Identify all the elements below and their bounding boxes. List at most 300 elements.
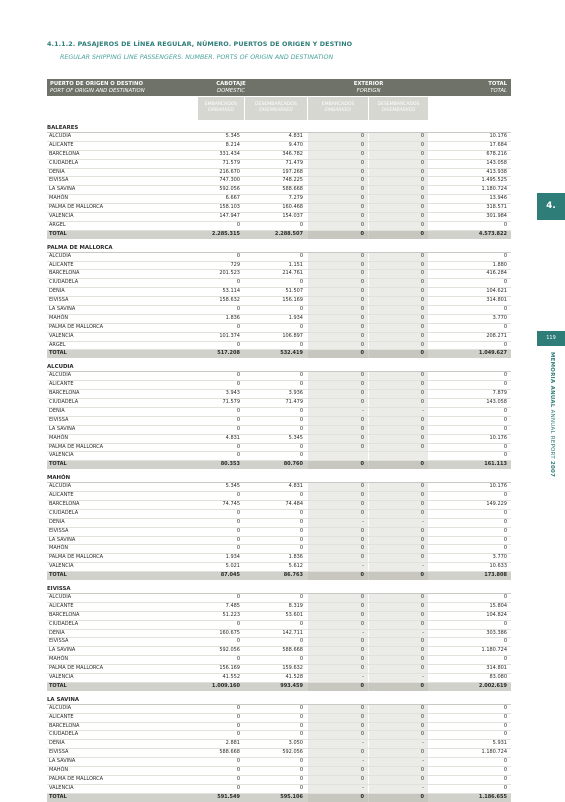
value-cell: 4.573.822: [478, 230, 507, 237]
value-cell: 0: [308, 612, 368, 620]
value-cell: -: [308, 408, 368, 416]
value-cell: 2.288.507: [274, 230, 303, 237]
table-row: [47, 723, 511, 732]
value-cell: 0: [308, 444, 368, 452]
value-cell: 0: [503, 638, 507, 645]
value-cell: 0: [308, 647, 368, 655]
port-column-label-en: PORT OF ORIGIN AND DESTINATION: [50, 87, 145, 94]
section-title: PALMA DE MALLORCA: [47, 245, 511, 253]
value-cell: -: [369, 563, 428, 571]
value-cell: 0: [308, 381, 368, 389]
value-cell: 53.114: [222, 288, 240, 295]
value-cell: 0: [369, 231, 428, 239]
table-row: [47, 452, 511, 461]
chapter-tab: 4.: [537, 193, 565, 220]
value-cell: 0: [369, 612, 428, 620]
report-year: 2007: [549, 460, 555, 478]
port-cell: ALICANTE: [49, 381, 74, 388]
value-cell: 0: [503, 252, 507, 259]
port-cell: LA SAVINA: [49, 425, 76, 432]
value-cell: 0: [308, 306, 368, 314]
value-cell: 314.801: [486, 297, 507, 304]
value-cell: -: [308, 563, 368, 571]
table-row: [47, 288, 511, 297]
value-cell: 0: [236, 638, 240, 645]
value-cell: 3.936: [288, 390, 303, 397]
value-cell: 156.169: [219, 665, 240, 672]
table-header: [47, 79, 511, 96]
table-row: [47, 749, 511, 758]
value-cell: 0: [503, 767, 507, 773]
value-cell: 1.180.724: [481, 186, 507, 193]
value-cell: 0: [369, 151, 428, 159]
value-cell: 17.684: [489, 141, 507, 148]
port-cell: ALCUDIA: [49, 483, 72, 490]
value-cell: 0: [369, 253, 428, 261]
value-cell: 0: [236, 775, 240, 782]
table-row: [47, 603, 511, 612]
value-cell: 6.667: [225, 195, 240, 202]
value-cell: 0: [369, 333, 428, 341]
domestic-column-label: CABOTAJE: [216, 80, 246, 87]
table-row: [47, 195, 511, 204]
value-cell: 13.946: [489, 195, 507, 202]
total-column-label: TOTAL: [488, 80, 507, 87]
value-cell: 0: [308, 537, 368, 545]
value-cell: 0: [308, 204, 368, 212]
value-cell: 41.552: [222, 673, 240, 680]
table-row: [47, 714, 511, 723]
value-cell: 0: [299, 443, 303, 450]
total-row: [47, 231, 511, 239]
value-cell: 80.353: [220, 461, 240, 468]
value-cell: 0: [503, 722, 507, 729]
value-cell: 0: [308, 554, 368, 562]
port-cell: ALCUDIA: [49, 133, 72, 139]
value-cell: 0: [299, 407, 303, 414]
table-row: [47, 342, 511, 351]
value-cell: 1.934: [288, 314, 303, 321]
disembarked-label: DESEMBARCADOS: [377, 102, 420, 107]
value-cell: 158.632: [219, 297, 240, 304]
value-cell: 0: [369, 222, 428, 230]
port-cell: EIVISSA: [49, 527, 69, 534]
port-cell: PALMA DE MALLORCA: [49, 775, 104, 782]
report-label: [546, 352, 556, 512]
report-label-text: [549, 352, 555, 477]
value-cell: 0: [369, 142, 428, 150]
port-cell: VALENCIA: [49, 213, 74, 220]
table-row: [47, 528, 511, 537]
value-cell: 0: [503, 341, 507, 348]
value-cell: 1.836: [288, 554, 303, 561]
value-cell: 0: [369, 213, 428, 221]
port-cell: MAHÓN: [49, 314, 69, 321]
value-cell: 161.113: [484, 461, 507, 468]
table-row: [47, 630, 511, 639]
port-cell: MAHÓN: [49, 434, 69, 441]
value-cell: 0: [369, 435, 428, 443]
value-cell: 0: [369, 279, 428, 287]
value-cell: 104.824: [486, 611, 507, 618]
port-cell: BARCELONA: [49, 611, 80, 618]
value-cell: 0: [369, 603, 428, 611]
domestic-disembarked-header: [245, 97, 307, 120]
port-cell: DENIA: [49, 518, 65, 525]
foreign-embarked-header: [308, 97, 368, 120]
value-cell: 0: [236, 518, 240, 525]
value-cell: 0: [308, 390, 368, 398]
value-cell: 0: [369, 288, 428, 296]
port-cell: TOTAL: [49, 682, 67, 689]
value-cell: 0: [308, 213, 368, 221]
value-cell: 0: [369, 545, 428, 553]
embarked-label-en: EMBARKED: [325, 108, 351, 113]
value-cell: 0: [503, 518, 507, 525]
value-cell: 0: [299, 656, 303, 663]
value-cell: 0: [308, 288, 368, 296]
table-subtitle: REGULAR SHIPPING LINE PASSENGERS. NUMBER. PORTS OF ORIGIN AND DESTINATION: [60, 54, 334, 61]
table-row: [47, 324, 511, 333]
value-cell: 0: [308, 767, 368, 775]
value-cell: 5.345: [225, 483, 240, 490]
value-cell: -: [369, 674, 428, 682]
value-cell: 0: [236, 536, 240, 543]
value-cell: 15.804: [489, 602, 507, 609]
value-cell: 0: [299, 545, 303, 552]
value-cell: 993.459: [280, 682, 303, 689]
value-cell: 0: [308, 794, 368, 802]
foreign-column-label: EXTERIOR: [353, 80, 384, 87]
table-row: [47, 501, 511, 510]
value-cell: 104.621: [486, 288, 507, 295]
value-cell: 0: [299, 722, 303, 729]
table-title-text: PASAJEROS DE LÍNEA REGULAR, NÚMERO. PUERTOS DE ORIGEN Y DESTINO: [77, 40, 353, 48]
value-cell: -: [369, 740, 428, 748]
port-cell: DENIA: [49, 407, 65, 414]
value-cell: 0: [236, 784, 240, 791]
table-row: [47, 554, 511, 563]
table-row: [47, 492, 511, 501]
value-cell: 1.151: [288, 261, 303, 268]
value-cell: 591.549: [217, 793, 240, 800]
value-cell: 0: [299, 416, 303, 423]
value-cell: 0: [308, 177, 368, 185]
value-cell: 0: [503, 279, 507, 286]
value-cell: 0: [236, 416, 240, 423]
port-cell: BARCELONA: [49, 500, 80, 507]
value-cell: 1.049.627: [478, 350, 507, 357]
table-row: [47, 133, 511, 142]
port-cell: CIUDADELA: [49, 509, 79, 516]
table-row: [47, 222, 511, 231]
value-cell: 0: [308, 222, 368, 230]
value-cell: 0: [236, 731, 240, 738]
value-cell: 106.897: [282, 332, 303, 339]
value-cell: 0: [308, 142, 368, 150]
value-cell: 0: [503, 731, 507, 738]
value-cell: 0: [369, 794, 428, 802]
value-cell: 346.782: [282, 150, 303, 157]
value-cell: 0: [308, 572, 368, 580]
value-cell: 173.808: [484, 572, 507, 579]
table-row: [47, 186, 511, 195]
value-cell: 3.770: [492, 554, 507, 561]
port-cell: ALICANTE: [49, 713, 74, 720]
foreign-column-header: [308, 79, 429, 96]
port-cell: LA SAVINA: [49, 647, 76, 654]
page-number: 119: [537, 331, 565, 346]
port-column-header: [50, 79, 170, 96]
table-row: [47, 426, 511, 435]
value-cell: 0: [308, 501, 368, 509]
value-cell: 0: [369, 776, 428, 784]
value-cell: 0: [299, 372, 303, 379]
table-row: [47, 390, 511, 399]
value-cell: 0: [299, 638, 303, 645]
value-cell: 41.528: [285, 673, 303, 680]
table-row: [47, 142, 511, 151]
value-cell: 0: [369, 270, 428, 278]
value-cell: 0: [308, 160, 368, 168]
disembarked-label-en: DISEMBARKED: [381, 108, 416, 113]
table-row: [47, 372, 511, 381]
table-row: [47, 381, 511, 390]
value-cell: 0: [236, 443, 240, 450]
value-cell: -: [308, 674, 368, 682]
port-cell: MAHÓN: [49, 195, 69, 202]
value-cell: 1.934: [225, 554, 240, 561]
value-cell: 0: [308, 279, 368, 287]
annual-report-label: ANNUAL REPORT: [549, 407, 555, 461]
value-cell: 0: [503, 416, 507, 423]
value-cell: 0: [369, 749, 428, 757]
value-cell: 0: [369, 324, 428, 332]
port-cell: DENIA: [49, 629, 65, 636]
value-cell: 0: [299, 784, 303, 791]
value-cell: 71.579: [222, 399, 240, 406]
value-cell: 0: [369, 399, 428, 407]
value-cell: 0: [308, 195, 368, 203]
value-cell: 10.176: [489, 434, 507, 441]
total-row: [47, 350, 511, 358]
value-cell: -: [369, 408, 428, 416]
port-cell: TOTAL: [49, 230, 67, 237]
value-cell: 154.037: [282, 213, 303, 220]
section-title: EIVISSA: [47, 586, 511, 594]
value-cell: 0: [369, 315, 428, 323]
value-cell: 8.319: [288, 602, 303, 609]
value-cell: 201.523: [219, 270, 240, 277]
value-cell: 301.984: [486, 213, 507, 220]
value-cell: 142.711: [282, 629, 303, 636]
value-cell: 214.761: [282, 270, 303, 277]
value-cell: 143.058: [486, 159, 507, 166]
table-row: [47, 399, 511, 408]
table-row: [47, 776, 511, 785]
value-cell: 71.479: [285, 159, 303, 166]
value-cell: 1.880: [492, 261, 507, 268]
passenger-table: [47, 121, 511, 802]
domestic-embarked-header: [198, 97, 244, 120]
value-cell: 0: [308, 594, 368, 602]
value-cell: 80.760: [283, 461, 303, 468]
value-cell: 0: [299, 221, 303, 228]
value-cell: 0: [503, 452, 507, 459]
value-cell: 0: [503, 407, 507, 414]
value-cell: 0: [236, 509, 240, 516]
value-cell: 0: [236, 545, 240, 552]
value-cell: 0: [308, 638, 368, 646]
value-cell: 0: [299, 536, 303, 543]
value-cell: 0: [503, 443, 507, 450]
value-cell: [308, 452, 368, 460]
table-row: [47, 297, 511, 306]
port-cell: TOTAL: [49, 572, 67, 579]
value-cell: 0: [503, 775, 507, 782]
value-cell: 10.633: [489, 563, 507, 570]
value-cell: 159.632: [282, 665, 303, 672]
table-row: [47, 740, 511, 749]
value-cell: 0: [308, 133, 368, 141]
value-cell: 416.284: [486, 270, 507, 277]
table-row: [47, 537, 511, 546]
table-row: [47, 665, 511, 674]
value-cell: 0: [236, 341, 240, 348]
value-cell: 0: [308, 656, 368, 664]
value-cell: 1.180.724: [481, 647, 507, 654]
value-cell: 8.214: [225, 141, 240, 148]
port-cell: DENIA: [49, 168, 65, 175]
value-cell: 0: [369, 195, 428, 203]
port-cell: MAHÓN: [49, 545, 69, 552]
value-cell: 3.943: [225, 390, 240, 397]
value-cell: 0: [236, 492, 240, 499]
value-cell: 0: [369, 461, 428, 469]
table-row: [47, 333, 511, 342]
port-cell: CIUDADELA: [49, 731, 79, 738]
value-cell: 729: [230, 261, 240, 268]
value-cell: -: [369, 630, 428, 638]
value-cell: 0: [369, 656, 428, 664]
value-cell: 0: [308, 665, 368, 673]
table-row: [47, 594, 511, 603]
port-column-label: PUERTO DE ORIGEN O DESTINO: [50, 80, 143, 87]
port-cell: EIVISSA: [49, 177, 69, 184]
value-cell: 0: [369, 638, 428, 646]
value-cell: 0: [369, 594, 428, 602]
total-row: [47, 683, 511, 691]
value-cell: 0: [308, 723, 368, 731]
value-cell: -: [308, 630, 368, 638]
table-row: [47, 435, 511, 444]
value-cell: 2.881: [225, 740, 240, 747]
value-cell: 747.300: [219, 177, 240, 184]
value-cell: 0: [308, 461, 368, 469]
value-cell: 0: [369, 444, 428, 452]
value-cell: 0: [369, 204, 428, 212]
value-cell: 0: [503, 704, 507, 711]
value-cell: 4.831: [288, 133, 303, 139]
value-cell: 0: [503, 545, 507, 552]
value-cell: 0: [308, 435, 368, 443]
value-cell: 0: [369, 297, 428, 305]
port-cell: PALMA DE MALLORCA: [49, 204, 104, 211]
table-row: [47, 151, 511, 160]
value-cell: 0: [503, 593, 507, 600]
value-cell: 0: [503, 758, 507, 765]
value-cell: [369, 452, 428, 460]
table-row: [47, 270, 511, 279]
value-cell: 3.770: [492, 314, 507, 321]
table-row: [47, 510, 511, 519]
port-cell: EIVISSA: [49, 297, 69, 304]
value-cell: 0: [299, 758, 303, 765]
table-row: [47, 731, 511, 740]
value-cell: -: [308, 740, 368, 748]
value-cell: 7.279: [288, 195, 303, 202]
value-cell: 0: [503, 784, 507, 791]
section-title: LA SAVINA: [47, 697, 511, 705]
value-cell: -: [308, 785, 368, 793]
value-cell: 0: [308, 603, 368, 611]
port-cell: BARCELONA: [49, 150, 80, 157]
value-cell: 0: [308, 426, 368, 434]
value-cell: 0: [299, 767, 303, 773]
value-cell: 592.056: [219, 647, 240, 654]
port-cell: ALICANTE: [49, 492, 74, 499]
table-row: [47, 563, 511, 572]
value-cell: 0: [236, 713, 240, 720]
value-cell: 0: [369, 621, 428, 629]
value-cell: 0: [503, 656, 507, 663]
port-cell: ARGEL: [49, 341, 66, 348]
value-cell: 2.002.619: [478, 682, 507, 689]
value-cell: 331.434: [219, 150, 240, 157]
port-cell: VALENCIA: [49, 563, 74, 570]
value-cell: 0: [369, 683, 428, 691]
value-cell: 0: [503, 425, 507, 432]
value-cell: -: [369, 758, 428, 766]
value-cell: 592.056: [219, 186, 240, 193]
embarked-label: EMBARCADOS: [321, 102, 355, 107]
value-cell: 1.180.724: [481, 749, 507, 756]
value-cell: 216.670: [219, 168, 240, 175]
value-cell: 0: [299, 252, 303, 259]
value-cell: 0: [299, 452, 303, 459]
value-cell: 0: [299, 713, 303, 720]
port-cell: EIVISSA: [49, 416, 69, 423]
embarked-label-en: EMBARKED: [208, 108, 234, 113]
value-cell: 748.225: [282, 177, 303, 184]
port-cell: PALMA DE MALLORCA: [49, 443, 104, 450]
value-cell: 9.470: [288, 141, 303, 148]
table-row: [47, 705, 511, 714]
value-cell: 0: [299, 381, 303, 388]
value-cell: 0: [503, 372, 507, 379]
value-cell: 0: [299, 620, 303, 627]
section-title: MAHÓN: [47, 475, 511, 483]
value-cell: 678.216: [486, 150, 507, 157]
value-cell: 0: [308, 528, 368, 536]
value-cell: 595.106: [280, 793, 303, 800]
value-cell: 0: [308, 705, 368, 713]
value-cell: 0: [369, 665, 428, 673]
value-cell: 588.668: [219, 749, 240, 756]
value-cell: 0: [308, 262, 368, 270]
value-cell: 0: [236, 221, 240, 228]
port-cell: PALMA DE MALLORCA: [49, 665, 104, 672]
